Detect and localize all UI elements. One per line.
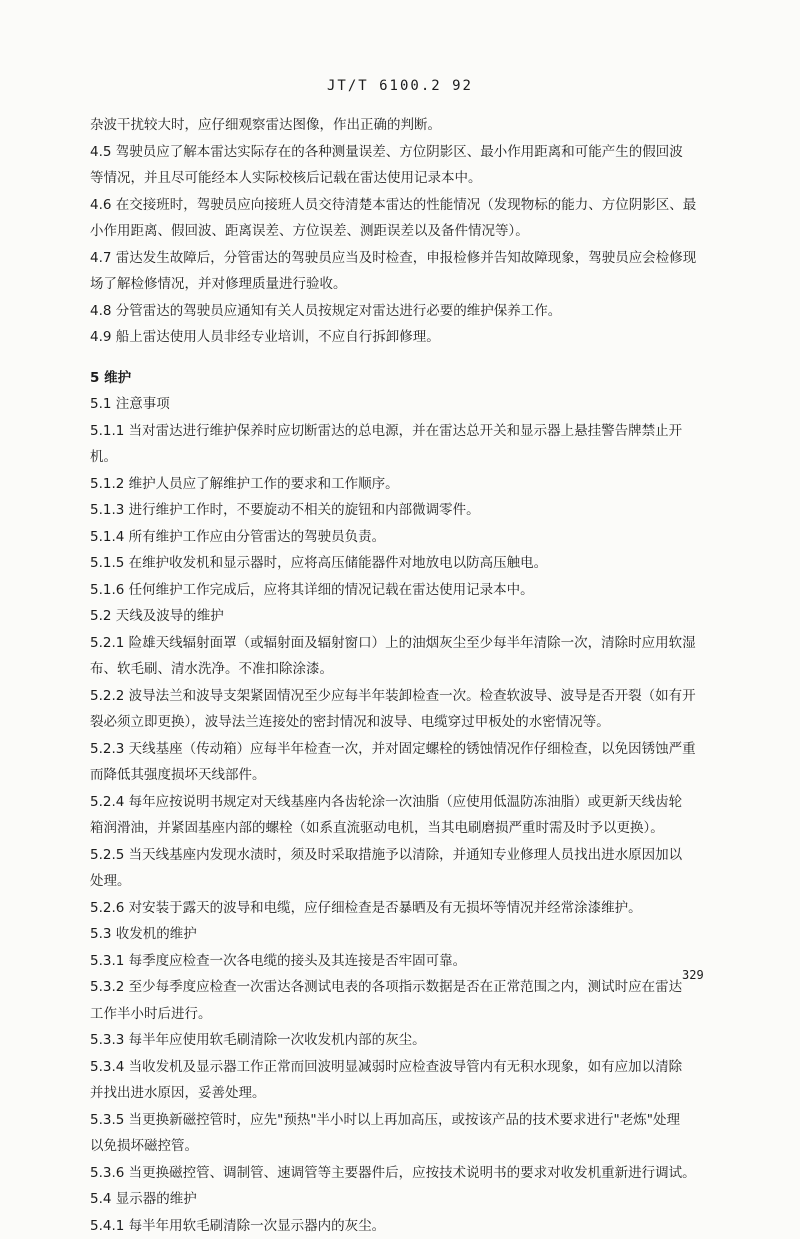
text-line: 裂必须立即更换），波导法兰连接处的密封情况和波导、电缆穿过甲板处的水密情况等。	[90, 709, 722, 736]
body-text	[90, 112, 722, 1239]
text-line: 机。	[90, 444, 722, 471]
text-line: 5.1 注意事项	[90, 391, 722, 418]
text-line: 5.3.3 每半年应使用软毛刷清除一次收发机内部的灰尘。	[90, 1027, 722, 1054]
text-line: 并找出进水原因，妥善处理。	[90, 1080, 722, 1107]
text-line: 5.2 天线及波导的维护	[90, 603, 722, 630]
text-line: 4.5 驾驶员应了解本雷达实际存在的各种测量误差、方位阴影区、最小作用距离和可能产生的假回波	[90, 139, 722, 166]
text-line: 5.1.6 任何维护工作完成后，应将其详细的情况记载在雷达使用记录本中。	[90, 577, 722, 604]
text-line: 布、软毛刷、清水洗净。不准扣除涂漆。	[90, 656, 722, 683]
page-number: 329	[682, 968, 704, 982]
text-line: 4.8 分管雷达的驾驶员应通知有关人员按规定对雷达进行必要的维护保养工作。	[90, 298, 722, 325]
text-line: 5.3.5 当更换新磁控管时，应先"预热"半小时以上再加高压，或按该产品的技术要求进行"老炼"处理	[90, 1107, 722, 1134]
text-line: 5.2.5 当天线基座内发现水渍时，须及时采取措施予以清除，并通知专业修理人员找出进水原因加以	[90, 842, 722, 869]
text-line: 5.3.2 至少每季度应检查一次雷达各测试电表的各项指示数据是否在正常范围之内，测试时应在雷达	[90, 974, 722, 1001]
text-line: 4.9 船上雷达使用人员非经专业培训，不应自行拆卸修理。	[90, 324, 722, 351]
text-line: 等情况，并且尽可能经本人实际校核后记载在雷达使用记录本中。	[90, 165, 722, 192]
text-line: 5.2.6 对安装于露天的波导和电缆，应仔细检查是否暴晒及有无损坏等情况并经常涂漆维护。	[90, 895, 722, 922]
text-line: 5.1.3 进行维护工作时，不要旋动不相关的旋钮和内部微调零件。	[90, 497, 722, 524]
section-heading: 5 维护	[90, 365, 722, 392]
text-line: 处理。	[90, 868, 722, 895]
text-line: 场了解检修情况，并对修理质量进行验收。	[90, 271, 722, 298]
text-line: 以免损坏磁控管。	[90, 1133, 722, 1160]
text-line: 5.3.6 当更换磁控管、调制管、速调管等主要器件后，应按技术说明书的要求对收发机重新进行调试。	[90, 1160, 722, 1187]
text-line: 5.2.1 险雄天线辐射面罩（或辐射面及辐射窗口）上的油烟灰尘至少每半年清除一次，清除时应用软湿	[90, 630, 722, 657]
text-line: 杂波干扰较大时，应仔细观察雷达图像，作出正确的判断。	[90, 112, 722, 139]
text-line: 5.2.2 波导法兰和波导支架紧固情况至少应每半年装卸检查一次。检查软波导、波导是否开裂（如有开	[90, 683, 722, 710]
text-line: 5.2.3 天线基座（传动箱）应每半年检查一次，并对固定螺栓的锈蚀情况作仔细检查，以免因锈蚀严重	[90, 736, 722, 763]
text-line: 5.1.4 所有维护工作应由分管雷达的驾驶员负责。	[90, 524, 722, 551]
text-line: 5.4 显示器的维护	[90, 1186, 722, 1213]
text-line: 5.3.4 当收发机及显示器工作正常而回波明显减弱时应检查波导管内有无积水现象，如有应加以清除	[90, 1054, 722, 1081]
text-line: 工作半小时后进行。	[90, 1001, 722, 1028]
text-line: 箱润滑油，并紧固基座内部的螺栓（如系直流驱动电机，当其电刷磨损严重时需及时予以更换）。	[90, 815, 722, 842]
text-line: 小作用距离、假回波、距离误差、方位误差、测距误差以及备件情况等）。	[90, 218, 722, 245]
page-header: JT/T 6100.2 92	[0, 78, 800, 94]
text-line: 5.1.1 当对雷达进行维护保养时应切断雷达的总电源，并在雷达总开关和显示器上悬挂警告牌禁止开	[90, 418, 722, 445]
text-line: 而降低其强度损坏天线部件。	[90, 762, 722, 789]
text-line: 5.1.2 维护人员应了解维护工作的要求和工作顺序。	[90, 471, 722, 498]
text-line: 4.7 雷达发生故障后，分管雷达的驾驶员应当及时检查，申报检修并告知故障现象，驾驶员应会检修现	[90, 245, 722, 272]
text-line: 5.3 收发机的维护	[90, 921, 722, 948]
text-line: 5.3.1 每季度应检查一次各电缆的接头及其连接是否牢固可靠。	[90, 948, 722, 975]
text-line: 5.4.1 每半年用软毛刷清除一次显示器内的灰尘。	[90, 1213, 722, 1239]
text-line: 4.6 在交接班时，驾驶员应向接班人员交待清楚本雷达的性能情况（发现物标的能力、方位阴影区、最	[90, 192, 722, 219]
text-line: 5.1.5 在维护收发机和显示器时，应将高压储能器件对地放电以防高压触电。	[90, 550, 722, 577]
text-line: 5.2.4 每年应按说明书规定对天线基座内各齿轮涂一次油脂（应使用低温防冻油脂）或更新天线齿轮	[90, 789, 722, 816]
